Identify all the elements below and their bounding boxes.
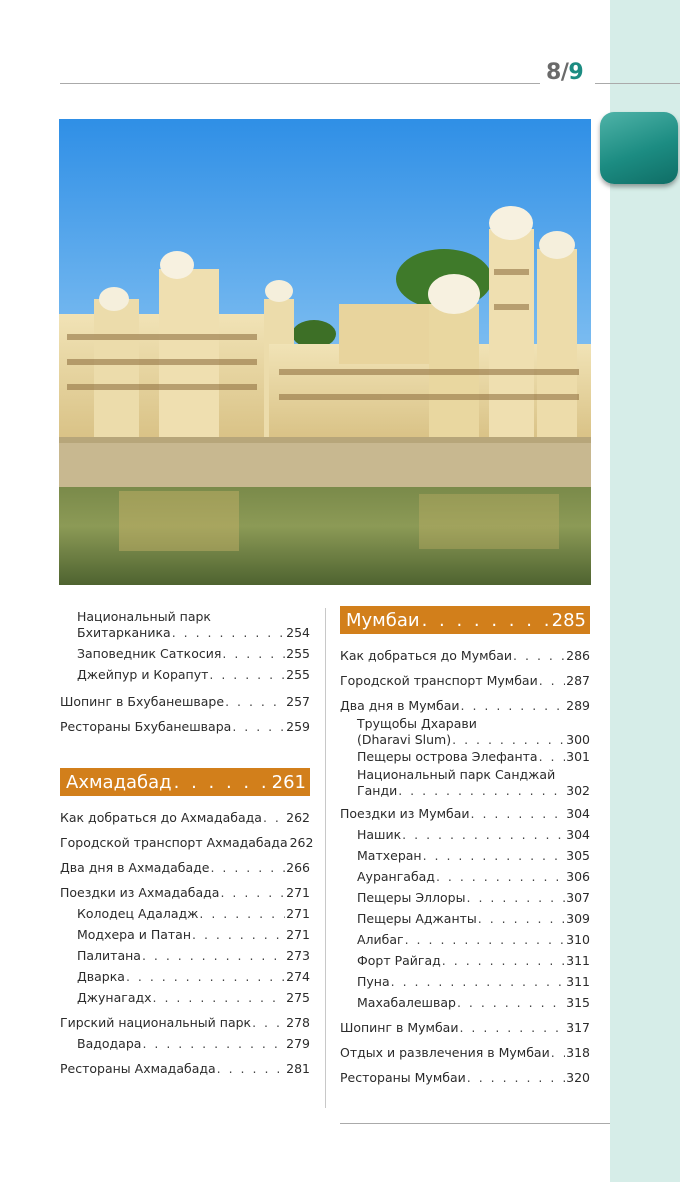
toc-entry-page: 273 — [286, 948, 310, 963]
toc-entry-page: 304 — [566, 827, 590, 842]
dot-leader — [513, 648, 565, 663]
toc-entry[interactable] — [60, 667, 310, 682]
toc-entry[interactable] — [60, 1036, 310, 1051]
toc-entry-page: 304 — [566, 806, 590, 821]
toc-entry[interactable] — [340, 1045, 590, 1060]
dot-leader — [126, 969, 285, 984]
toc-entry-title: Как добраться до Мумбаи — [340, 648, 513, 663]
section-heading-mumbai[interactable] — [340, 606, 590, 634]
toc-entry-page: 274 — [286, 969, 310, 984]
toc-entry[interactable] — [60, 646, 310, 661]
toc-entry[interactable] — [340, 974, 590, 989]
dot-leader — [263, 810, 285, 825]
toc-entry-page: 261 — [271, 771, 306, 793]
toc-entry-title: Рестораны Ахмадабада — [60, 1061, 216, 1076]
toc-entry[interactable] — [340, 932, 590, 947]
dot-leader — [471, 806, 566, 821]
toc-entry-page: 262 — [289, 835, 314, 850]
toc-entry-page: 271 — [286, 927, 310, 942]
dot-leader — [436, 869, 565, 884]
toc-entry-page: 317 — [566, 1020, 590, 1035]
toc-entry-title: Шопинг в Мумбаи — [340, 1020, 459, 1035]
toc-entry-page: 259 — [286, 719, 310, 734]
page-number — [546, 60, 583, 85]
toc-entry[interactable] — [340, 1070, 590, 1085]
toc-entry-title: Форт Райгад — [357, 953, 441, 968]
toc-entry-page: 289 — [566, 698, 590, 713]
dot-leader — [452, 732, 565, 747]
toc-entry-page: 286 — [566, 648, 590, 663]
toc-entry-page: 302 — [566, 783, 590, 798]
toc-entry[interactable] — [60, 719, 310, 734]
column-divider — [325, 608, 326, 1108]
dot-leader — [405, 932, 566, 947]
page-next: 9 — [568, 60, 584, 85]
toc-entry-page: 279 — [286, 1036, 310, 1051]
toc-entry[interactable] — [340, 848, 590, 863]
toc-entry-page: 271 — [286, 885, 310, 900]
toc-entry-page: 254 — [286, 625, 310, 640]
toc-entry[interactable] — [60, 835, 314, 850]
dot-leader — [142, 948, 285, 963]
section-heading-ahmedabad[interactable] — [60, 768, 310, 796]
toc-entry[interactable] — [340, 673, 590, 688]
toc-entry[interactable] — [60, 694, 310, 709]
dot-leader — [142, 1036, 285, 1051]
page-current: 8 — [546, 60, 561, 85]
dot-leader — [402, 827, 565, 842]
toc-entry[interactable] — [60, 948, 310, 963]
toc-entry-page: 309 — [566, 911, 590, 926]
toc-entry-title: Палитана — [77, 948, 141, 963]
dot-leader — [391, 974, 566, 989]
toc-entry[interactable] — [340, 827, 590, 842]
toc-entry-page: 310 — [566, 932, 590, 947]
toc-entry-title: Гирский национальный парк — [60, 1015, 252, 1030]
dot-leader — [199, 906, 285, 921]
toc-entry-title: Поездки из Ахмадабада — [60, 885, 220, 900]
toc-entry-title: Пещеры острова Элефанта — [357, 749, 538, 764]
toc-entry-title: Рестораны Мумбаи — [340, 1070, 466, 1085]
dot-leader — [252, 1015, 285, 1030]
dot-leader — [422, 610, 550, 631]
toc-entry[interactable]: Национальный парк Санджай Ганди . . . 302 — [340, 766, 590, 798]
toc-entry-title: Вадодара — [77, 1036, 142, 1051]
toc-entry-page: 287 — [566, 673, 590, 688]
toc-entry-page: 311 — [566, 974, 590, 989]
toc-entry-title: Джейпур и Корапут — [77, 667, 209, 682]
toc-entry-title: (Dharavi Slum) — [357, 732, 452, 747]
dot-leader — [222, 646, 285, 661]
dot-leader — [192, 927, 285, 942]
toc-entry-title: Заповедник Саткосия — [77, 646, 222, 661]
toc-entry-title: Аурангабад — [357, 869, 435, 884]
toc-entry-line1: Национальный парк — [77, 609, 211, 624]
toc-entry-page: 318 — [566, 1045, 590, 1060]
toc-entry[interactable] — [340, 698, 590, 713]
toc-entry-title: Городской транспорт Ахмадабада — [60, 835, 288, 850]
toc-entry[interactable] — [340, 911, 590, 926]
toc-entry-page: 255 — [286, 667, 310, 682]
toc-entry[interactable] — [340, 1020, 590, 1035]
toc-entry-title: Бхитарканика — [77, 625, 171, 640]
toc-entry[interactable] — [340, 953, 590, 968]
toc-entry[interactable] — [340, 890, 590, 905]
dot-leader — [209, 667, 285, 682]
toc-entry[interactable] — [60, 927, 310, 942]
header-rule-right — [595, 83, 680, 84]
toc-entry-title: Джунагадх — [77, 990, 152, 1005]
dot-leader — [461, 698, 566, 713]
toc-entry-title: Модхера и Патан — [77, 927, 192, 942]
dot-leader — [217, 1061, 285, 1076]
toc-entry-title: Нашик — [357, 827, 402, 842]
toc-entry-title: Рестораны Бхубанешвара — [60, 719, 232, 734]
dot-leader — [153, 990, 286, 1005]
toc-entry-title: Дварка — [77, 969, 125, 984]
toc-left-column — [60, 608, 314, 1086]
toc-entry-title: Шопинг в Бхубанешваре — [60, 694, 225, 709]
toc-entry[interactable] — [340, 648, 590, 663]
toc-entry-page: 262 — [286, 810, 310, 825]
toc-entry-title: Как добраться до Ахмадабада — [60, 810, 262, 825]
toc-entry-page: 307 — [566, 890, 590, 905]
dot-leader — [172, 625, 285, 640]
toc-entry-page: 305 — [566, 848, 590, 863]
toc-entry-title: Два дня в Ахмадабаде — [60, 860, 210, 875]
toc-entry-page: 255 — [286, 646, 310, 661]
dot-leader — [442, 953, 565, 968]
toc-entry-title: Ахмадабад — [66, 771, 172, 793]
toc-entry-title: Колодец Адаладж — [77, 906, 199, 921]
toc-entry-page: 275 — [286, 990, 310, 1005]
toc-entry-title: Пуна — [357, 974, 390, 989]
toc-entry[interactable] — [60, 1015, 310, 1030]
dot-leader — [539, 673, 565, 688]
palace-photo — [59, 119, 591, 585]
toc-entry[interactable] — [60, 885, 310, 900]
toc-entry-title: Мумбаи — [346, 609, 420, 631]
dot-leader — [478, 911, 565, 926]
dot-leader — [232, 719, 285, 734]
toc-entry[interactable] — [60, 1061, 310, 1076]
toc-entry-title: Два дня в Мумбаи — [340, 698, 460, 713]
dot-leader — [457, 995, 565, 1010]
toc-entry[interactable] — [60, 990, 310, 1005]
dot-leader — [551, 1045, 565, 1060]
dot-leader — [398, 783, 565, 798]
toc-entry-title: Пещеры Аджанты — [357, 911, 477, 926]
toc-entry-page: 281 — [286, 1061, 310, 1076]
toc-entry-page: 320 — [566, 1070, 590, 1085]
dot-leader — [220, 885, 285, 900]
toc-entry-title: Махабалешвар — [357, 995, 456, 1010]
toc-entry[interactable] — [60, 608, 310, 640]
header-rule — [60, 83, 540, 84]
page-separator: / — [560, 60, 569, 85]
toc-entry[interactable] — [340, 806, 590, 821]
toc-entry[interactable] — [60, 969, 310, 984]
dot-leader — [467, 1070, 565, 1085]
toc-entry-page: 306 — [566, 869, 590, 884]
toc-entry-page: 257 — [286, 694, 310, 709]
dot-leader — [174, 772, 270, 793]
toc-entry-page: 315 — [566, 995, 590, 1010]
toc-entry-page: 311 — [566, 953, 590, 968]
toc-entry-title: Пещеры Эллоры — [357, 890, 466, 905]
side-color-strip — [610, 0, 680, 1182]
toc-entry-title: Отдых и развлечения в Мумбаи — [340, 1045, 550, 1060]
dot-leader — [539, 749, 566, 764]
toc-entry[interactable] — [60, 810, 310, 825]
toc-entry[interactable] — [60, 906, 310, 921]
toc-entry[interactable] — [60, 860, 310, 875]
toc-entry-title: Матхеран — [357, 848, 422, 863]
toc-entry-page: 300 — [566, 732, 590, 747]
toc-entry[interactable] — [340, 995, 590, 1010]
toc-entry-title: Поездки из Мумбаи — [340, 806, 470, 821]
dot-leader — [459, 1020, 565, 1035]
footer-rule — [340, 1123, 610, 1124]
chapter-tab[interactable] — [600, 112, 678, 184]
toc-entry-page: 301 — [566, 749, 590, 764]
toc-entry-title: Ганди — [357, 783, 398, 798]
toc-entry-page: 278 — [286, 1015, 310, 1030]
toc-entry[interactable] — [340, 869, 590, 884]
dot-leader — [423, 848, 566, 863]
toc-entry[interactable] — [340, 749, 590, 764]
toc-right-column — [340, 606, 590, 1095]
toc-entry-page: 271 — [286, 906, 310, 921]
dot-leader — [210, 860, 285, 875]
toc-entry-title: Городской транспорт Мумбаи — [340, 673, 538, 688]
toc-entry-title: Алибаг — [357, 932, 404, 947]
toc-entry-page: 266 — [286, 860, 310, 875]
dot-leader — [467, 890, 566, 905]
dot-leader — [225, 694, 285, 709]
toc-entry-page: 285 — [551, 609, 586, 631]
toc-entry[interactable]: Трущобы Дхарави (Dharavi Slum) . . . 300 — [340, 715, 590, 747]
